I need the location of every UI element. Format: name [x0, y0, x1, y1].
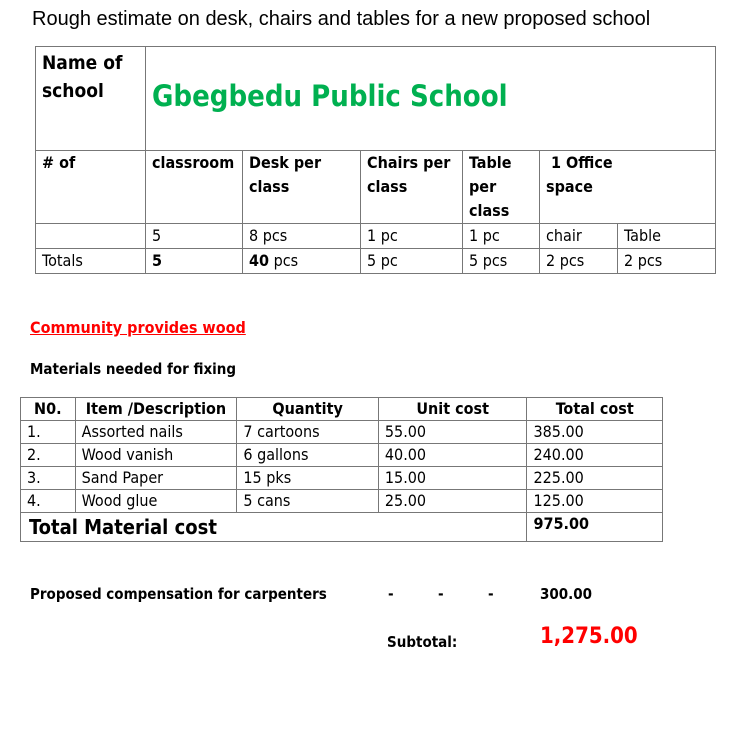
name-of-school-label: Name of school — [36, 47, 146, 151]
totals-classroom: 5 — [146, 249, 243, 274]
row-unit: 55.00 — [378, 421, 527, 444]
row-unit: 25.00 — [378, 490, 527, 513]
subtotal-label: Subtotal: — [387, 633, 458, 651]
subtotal-value: 1,275.00 — [540, 624, 638, 649]
row-item: Sand Paper — [75, 467, 237, 490]
header-unit-cost: Unit cost — [378, 398, 527, 421]
header-of: # of — [36, 151, 146, 224]
row-item: Wood glue — [75, 490, 237, 513]
per-table: 1 pc — [463, 224, 540, 249]
row-item: Wood vanish — [75, 444, 237, 467]
table-row — [21, 467, 663, 490]
totals-label: Totals — [36, 249, 146, 274]
header-desk: Desk per class — [243, 151, 361, 224]
row-unit: 40.00 — [378, 444, 527, 467]
header-item: Item /Description — [75, 398, 237, 421]
row-no: 1. — [21, 421, 76, 444]
row-total: 240.00 — [527, 444, 663, 467]
row-no: 3. — [21, 467, 76, 490]
header-total-cost: Total cost — [527, 398, 663, 421]
totals-chairs: 5 pc — [361, 249, 463, 274]
per-office-table: Table — [618, 224, 716, 249]
per-label — [36, 224, 146, 249]
row-qty: 7 cartoons — [237, 421, 379, 444]
header-quantity: Quantity — [237, 398, 379, 421]
school-furniture-table — [35, 46, 716, 274]
row-no: 2. — [21, 444, 76, 467]
total-material-row — [21, 513, 663, 542]
per-class-row — [36, 224, 716, 249]
totals-desk-unit: pcs — [269, 251, 299, 270]
header-office: 1 Office space — [540, 151, 716, 224]
row-qty: 5 cans — [237, 490, 379, 513]
header-table: Table per class — [463, 151, 540, 224]
table-row — [21, 421, 663, 444]
per-classroom: 5 — [146, 224, 243, 249]
community-note: Community provides wood — [30, 318, 246, 337]
totals-office-chair: 2 pcs — [540, 249, 618, 274]
dash: - — [488, 585, 494, 603]
school-name-row — [36, 47, 716, 151]
total-material-label: Total Material cost — [21, 513, 527, 542]
totals-row — [36, 249, 716, 274]
compensation-label: Proposed compensation for carpenters — [30, 585, 327, 603]
materials-header-row — [21, 398, 663, 421]
document-title: Rough estimate on desk, chairs and tables for a new proposed school — [32, 8, 651, 30]
per-office-chair: chair — [540, 224, 618, 249]
row-unit: 15.00 — [378, 467, 527, 490]
table-row — [21, 490, 663, 513]
materials-heading: Materials needed for fixing — [30, 360, 237, 378]
per-desk: 8 pcs — [243, 224, 361, 249]
totals-office-table: 2 pcs — [618, 249, 716, 274]
header-no: N0. — [21, 398, 76, 421]
row-total: 225.00 — [527, 467, 663, 490]
row-qty: 15 pks — [237, 467, 379, 490]
row-total: 125.00 — [527, 490, 663, 513]
header-chairs: Chairs per class — [361, 151, 463, 224]
per-chairs: 1 pc — [361, 224, 463, 249]
table-row — [21, 444, 663, 467]
row-qty: 6 gallons — [237, 444, 379, 467]
dash: - — [388, 585, 394, 603]
header-row — [36, 151, 716, 224]
dash: - — [438, 585, 444, 603]
compensation-value: 300.00 — [540, 585, 593, 603]
totals-desk — [243, 249, 361, 274]
school-name: Gbegbedu Public School — [146, 47, 716, 151]
row-no: 4. — [21, 490, 76, 513]
materials-table — [20, 397, 663, 542]
total-material-value: 975.00 — [527, 513, 663, 542]
row-total: 385.00 — [527, 421, 663, 444]
totals-table: 5 pcs — [463, 249, 540, 274]
header-classroom: classroom — [146, 151, 243, 224]
totals-desk-number: 40 — [249, 251, 270, 270]
row-item: Assorted nails — [75, 421, 237, 444]
